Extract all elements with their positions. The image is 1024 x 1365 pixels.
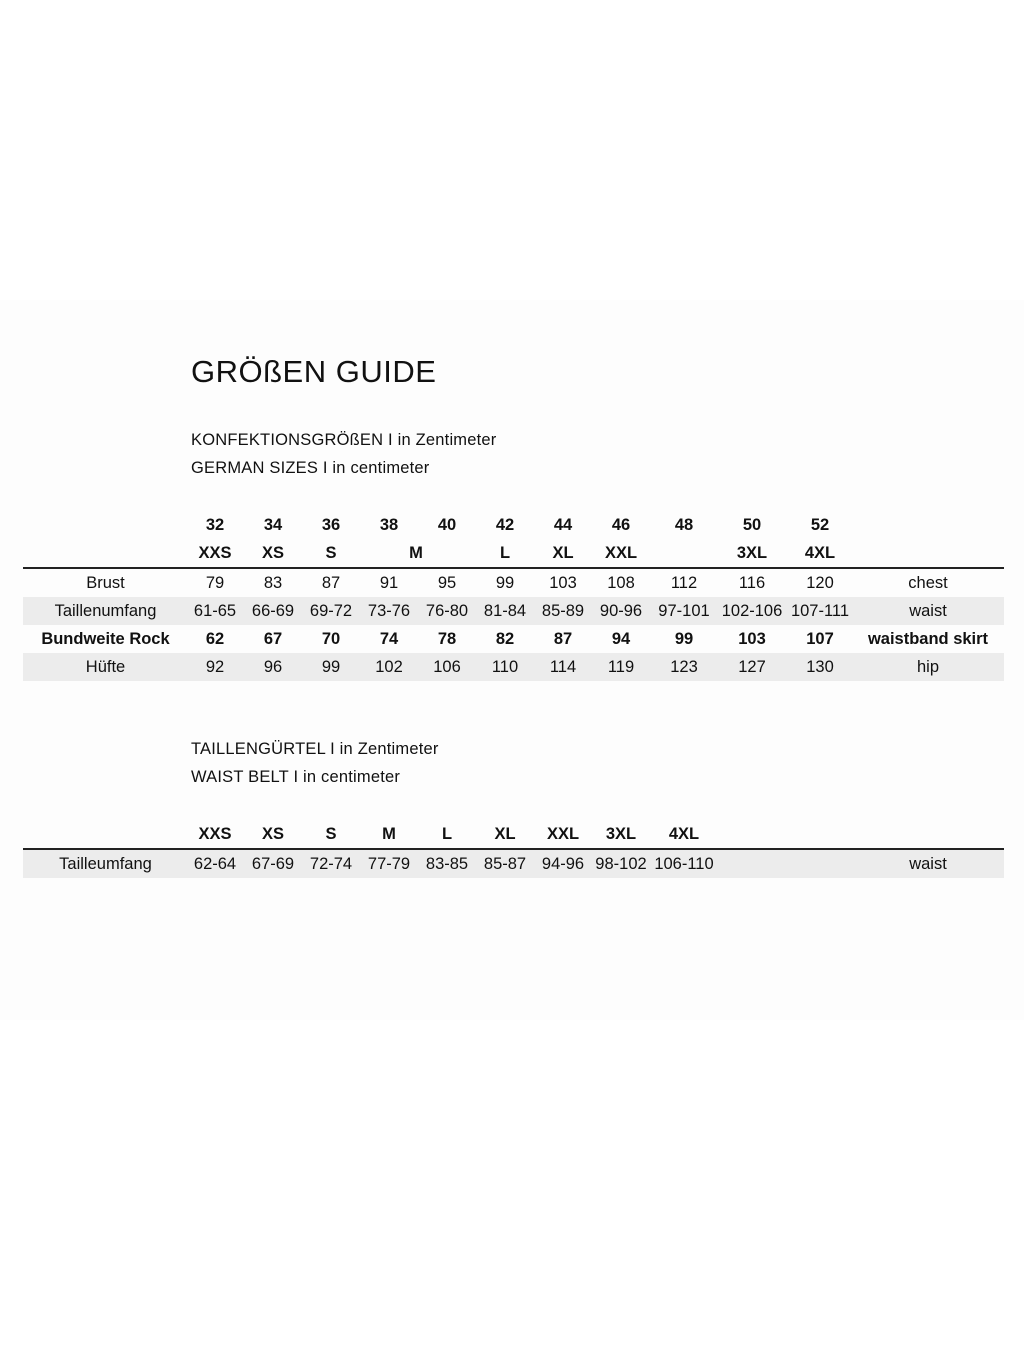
belt-size: M bbox=[358, 820, 420, 849]
table-row-tailleumfang bbox=[23, 849, 1004, 878]
size-letter: XXL bbox=[590, 539, 652, 568]
size-number: 52 bbox=[810, 515, 830, 534]
table-cell: 73-76 bbox=[358, 597, 420, 625]
table-cell: 69-72 bbox=[304, 597, 358, 625]
row-label-de: Hüfte bbox=[23, 653, 188, 681]
table-cell: 103 bbox=[549, 573, 577, 592]
table-cell: 82 bbox=[495, 629, 515, 648]
table-cell: 66-69 bbox=[242, 597, 304, 625]
row-label-de: Taillenumfang bbox=[23, 597, 188, 625]
table-cell: 87 bbox=[321, 573, 341, 592]
table-cell: 102 bbox=[358, 653, 420, 681]
belt-size: XL bbox=[474, 820, 536, 849]
belt-size: L bbox=[420, 820, 474, 849]
table-cell: 99 bbox=[674, 629, 694, 648]
table-cell: 94 bbox=[611, 629, 631, 648]
table-cell: 127 bbox=[716, 653, 788, 681]
table-row-huefte bbox=[23, 653, 1004, 681]
size-number-row bbox=[23, 511, 1004, 539]
row-label-en: waistband skirt bbox=[867, 629, 989, 648]
table-cell: 77-79 bbox=[358, 849, 420, 878]
table-cell: 74 bbox=[379, 629, 399, 648]
table-cell: 98-102 bbox=[590, 849, 652, 878]
table-row-taillenumfang bbox=[23, 597, 1004, 625]
table-cell: 72-74 bbox=[304, 849, 358, 878]
table-cell: 106-110 bbox=[652, 849, 716, 878]
table-cell: 106 bbox=[420, 653, 474, 681]
row-label-de: Brust bbox=[86, 573, 125, 592]
row-label-en: chest bbox=[908, 573, 948, 592]
size-letter-row bbox=[23, 539, 1004, 568]
size-number: 44 bbox=[553, 515, 573, 534]
belt-size: 4XL bbox=[652, 820, 716, 849]
table-cell: 110 bbox=[474, 653, 536, 681]
size-letter: S bbox=[304, 539, 358, 568]
table-cell: 85-89 bbox=[536, 597, 590, 625]
table-cell: 91 bbox=[379, 573, 399, 592]
table-cell: 108 bbox=[607, 573, 635, 592]
table-cell: 116 bbox=[738, 573, 766, 592]
table-cell: 83-85 bbox=[420, 849, 474, 878]
table-cell: 103 bbox=[738, 629, 766, 648]
table-cell: 90-96 bbox=[590, 597, 652, 625]
table-cell: 62 bbox=[205, 629, 225, 648]
size-letter: M bbox=[358, 539, 474, 568]
table-cell: 87 bbox=[553, 629, 573, 648]
table-cell: 81-84 bbox=[474, 597, 536, 625]
table-cell: 102-106 bbox=[716, 597, 788, 625]
belt-size: 3XL bbox=[590, 820, 652, 849]
table-cell: 61-65 bbox=[188, 597, 242, 625]
size-number: 48 bbox=[674, 515, 694, 534]
german-sizes-subtitle-en: GERMAN SIZES I in centimeter bbox=[191, 459, 430, 477]
table-cell: 99 bbox=[495, 573, 515, 592]
table-cell: 107-111 bbox=[788, 597, 852, 625]
size-number: 34 bbox=[263, 515, 283, 534]
table-cell: 76-80 bbox=[420, 597, 474, 625]
table-cell: 83 bbox=[263, 573, 283, 592]
table-cell: 95 bbox=[437, 573, 457, 592]
german-sizes-subtitle-de: KONFEKTIONSGRÖßEN I in Zentimeter bbox=[191, 431, 497, 449]
table-cell: 85-87 bbox=[474, 849, 536, 878]
belt-size: XXS bbox=[188, 820, 242, 849]
table-cell: 130 bbox=[788, 653, 852, 681]
size-letter: XL bbox=[536, 539, 590, 568]
table-row-bundweite-rock bbox=[23, 625, 1004, 653]
table-cell: 62-64 bbox=[188, 849, 242, 878]
row-label-en: hip bbox=[852, 653, 1004, 681]
row-label-en: waist bbox=[852, 597, 1004, 625]
size-letter: 3XL bbox=[716, 539, 788, 568]
table-cell: 97-101 bbox=[652, 597, 716, 625]
table-cell: 79 bbox=[205, 573, 225, 592]
table-cell: 78 bbox=[437, 629, 457, 648]
waist-belt-subtitle-en: WAIST BELT I in centimeter bbox=[191, 768, 401, 786]
table-cell: 92 bbox=[188, 653, 242, 681]
size-letter: L bbox=[474, 539, 536, 568]
row-label-de: Bundweite Rock bbox=[41, 629, 170, 648]
belt-size-row bbox=[23, 820, 1004, 849]
belt-size: XXL bbox=[536, 820, 590, 849]
size-number: 38 bbox=[379, 515, 399, 534]
table-cell: 94-96 bbox=[536, 849, 590, 878]
table-cell: 70 bbox=[321, 629, 341, 648]
table-cell: 112 bbox=[670, 573, 698, 592]
belt-size: S bbox=[304, 820, 358, 849]
waist-belt-subtitle-de: TAILLENGÜRTEL I in Zentimeter bbox=[191, 740, 439, 758]
table-cell: 67-69 bbox=[242, 849, 304, 878]
table-cell: 67 bbox=[263, 629, 283, 648]
size-number: 40 bbox=[437, 515, 457, 534]
row-label-en: waist bbox=[852, 849, 1004, 878]
page-title: GRÖßEN GUIDE bbox=[191, 354, 437, 389]
table-cell: 107 bbox=[806, 629, 834, 648]
belt-size: XS bbox=[242, 820, 304, 849]
size-letter: 4XL bbox=[788, 539, 852, 568]
size-number: 36 bbox=[321, 515, 341, 534]
size-letter: XXS bbox=[188, 539, 242, 568]
german-sizes-table bbox=[23, 511, 1004, 681]
table-cell: 114 bbox=[536, 653, 590, 681]
table-cell: 99 bbox=[304, 653, 358, 681]
size-number: 42 bbox=[495, 515, 515, 534]
size-letter: XS bbox=[242, 539, 304, 568]
size-number: 32 bbox=[205, 515, 225, 534]
row-label-de: Tailleumfang bbox=[23, 849, 188, 878]
table-cell: 96 bbox=[242, 653, 304, 681]
table-cell: 123 bbox=[652, 653, 716, 681]
size-number: 50 bbox=[742, 515, 762, 534]
table-row-brust bbox=[23, 568, 1004, 597]
size-number: 46 bbox=[611, 515, 631, 534]
table-cell: 119 bbox=[590, 653, 652, 681]
table-cell: 120 bbox=[806, 573, 834, 592]
waist-belt-table bbox=[23, 820, 1004, 878]
